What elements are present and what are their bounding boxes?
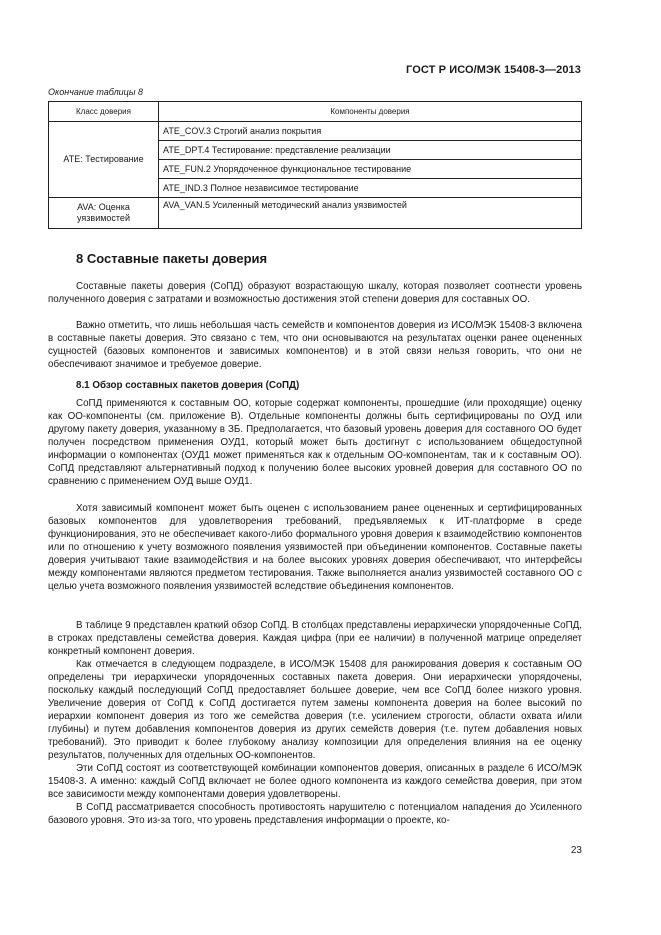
paragraph: Как отмечается в следующем подразделе, в ИСО/МЭК 15408 для ранжирования доверия к составным ОО определены три иерархически упорядоченных составных пакета доверия. Они иерархически упорядочены, поскольку каждый последующий СоПД предоставляет большее доверие, чем все СоПД более низкого уровня. Увеличение доверия от СоПД к СоПД достигается путем замены компонента доверия на более высокий по иерархии компонент доверия из того же семейства доверия (т.е. усилением строгости, области охвата и/или глубины) и путем добавления компонентов доверия из других семейств доверия (т.е. путем добавления новых требований). Это приводит к более глубокому анализу композиции для определения влияния на ее оценку результатов, полученных для отдельных ОО-компонентов.	[48, 659, 582, 761]
section-heading: 8 Составные пакеты доверия	[76, 251, 268, 266]
assurance-table	[48, 101, 582, 229]
paragraph: Хотя зависимый компонент может быть оценен с использованием ранее оцененных и сертифицированных базовых компонентов для удовлетворения требований, предъявляемых к ИТ-платформе в среде функционирования, это не обеспечивает какого-либо формального уровня доверия к взаимодействию компонентов или по отношению к учету возможного появления уязвимостей при объединении компонентов. Составные пакеты доверия учитывают такие взаимодействия и на более высоких уровнях доверия обеспечивают, что интерфейсы между компонентами являются предметом тестирования. Также выполняется анализ уязвимостей составного ОО с целью учета возможного появления уязвимостей вследствие объединения компонентов.	[48, 503, 582, 592]
paragraph: В СоПД рассматривается способность противостоять нарушителю с потенциалом нападения до Усиленного базового уровня. Это из-за того, что уровень представления информации о проекте, ко-	[48, 802, 582, 826]
paragraph: СоПД применяются к составным ОО, которые содержат компоненты, прошедшие (или проходящие) оценку как ОО-компоненты (см. приложение В). Отдельные компоненты должны быть сертифицированы по ОУД или другому пакету доверия, указанному в ЗБ. Предполагается, что базовый уровень доверия для составного ОО будет получен посредством применения ОУД1, который может быть достигнут с использованием общедоступной информации о компонентах (ОУД1 может применяться как к отдельным ОО-компонентам, так и к составным ОО). СоПД представляют альтернативный подход к получению более высоких уровней доверия для составного ОО по сравнению с применением ОУД выше ОУД1.	[48, 398, 582, 487]
table-header-row	[49, 102, 582, 122]
component-cell: ATE_IND.3 Полное независимое тестирование	[159, 179, 582, 198]
class-cell-ava: AVA: Оценка уязвимостей	[49, 198, 159, 229]
paragraph: Составные пакеты доверия (СоПД) образуют возрастающую шкалу, которая позволяет соотнести уровень полученного доверия с затратами и возможностью достижения этой степени доверия для составных ОО.	[48, 281, 582, 305]
component-cell: AVA_VAN.5 Усиленный методический анализ уязвимостей	[159, 198, 582, 229]
paragraph: Важно отметить, что лишь небольшая часть семейств и компонентов доверия из ИСО/МЭК 15408-3 включена в составные пакеты доверия. Это связано с тем, что они основываются на результатах оценки ранее оцененных сущностей (базовых компонентов и зависимых компонентов) и в этой связи нельзя говорить, что они не обеспечивают значимое и требуемое доверие.	[48, 320, 582, 370]
subsection-heading: 8.1 Обзор составных пакетов доверия (СоПД)	[76, 380, 300, 391]
component-cell: ATE_FUN.2 Упорядоченное функциональное тестирование	[159, 160, 582, 179]
class-cell-ate: ATE: Тестирование	[49, 122, 159, 198]
paragraph: Эти СоПД состоят из соответствующей комбинации компонентов доверия, описанных в разделе 6 ИСО/МЭК 15408-3. А именно: каждый СоПД включает не более одного компонента из каждого семейства доверия, при этом все зависимости между компонентами доверия удовлетворены.	[48, 763, 582, 800]
table-row	[49, 122, 582, 141]
component-cell: ATE_DPT.4 Тестирование: представление реализации	[159, 141, 582, 160]
page-number: 23	[570, 845, 582, 856]
standard-header: ГОСТ Р ИСО/МЭК 15408-3—2013	[406, 64, 581, 76]
component-cell: ATE_COV.3 Строгий анализ покрытия	[159, 122, 582, 141]
table-caption: Окончание таблицы 8	[48, 87, 143, 97]
column-header-class: Класс доверия	[49, 102, 159, 122]
paragraph: В таблице 9 представлен краткий обзор СоПД. В столбцах представлены иерархически упорядоченные СоПД, в строках представлены семейства доверия. Каждая цифра (при ее наличии) в полученной матрице определяет конкретный компонент доверия.	[48, 620, 582, 657]
table-row	[49, 198, 582, 229]
column-header-components: Компоненты доверия	[159, 102, 582, 122]
